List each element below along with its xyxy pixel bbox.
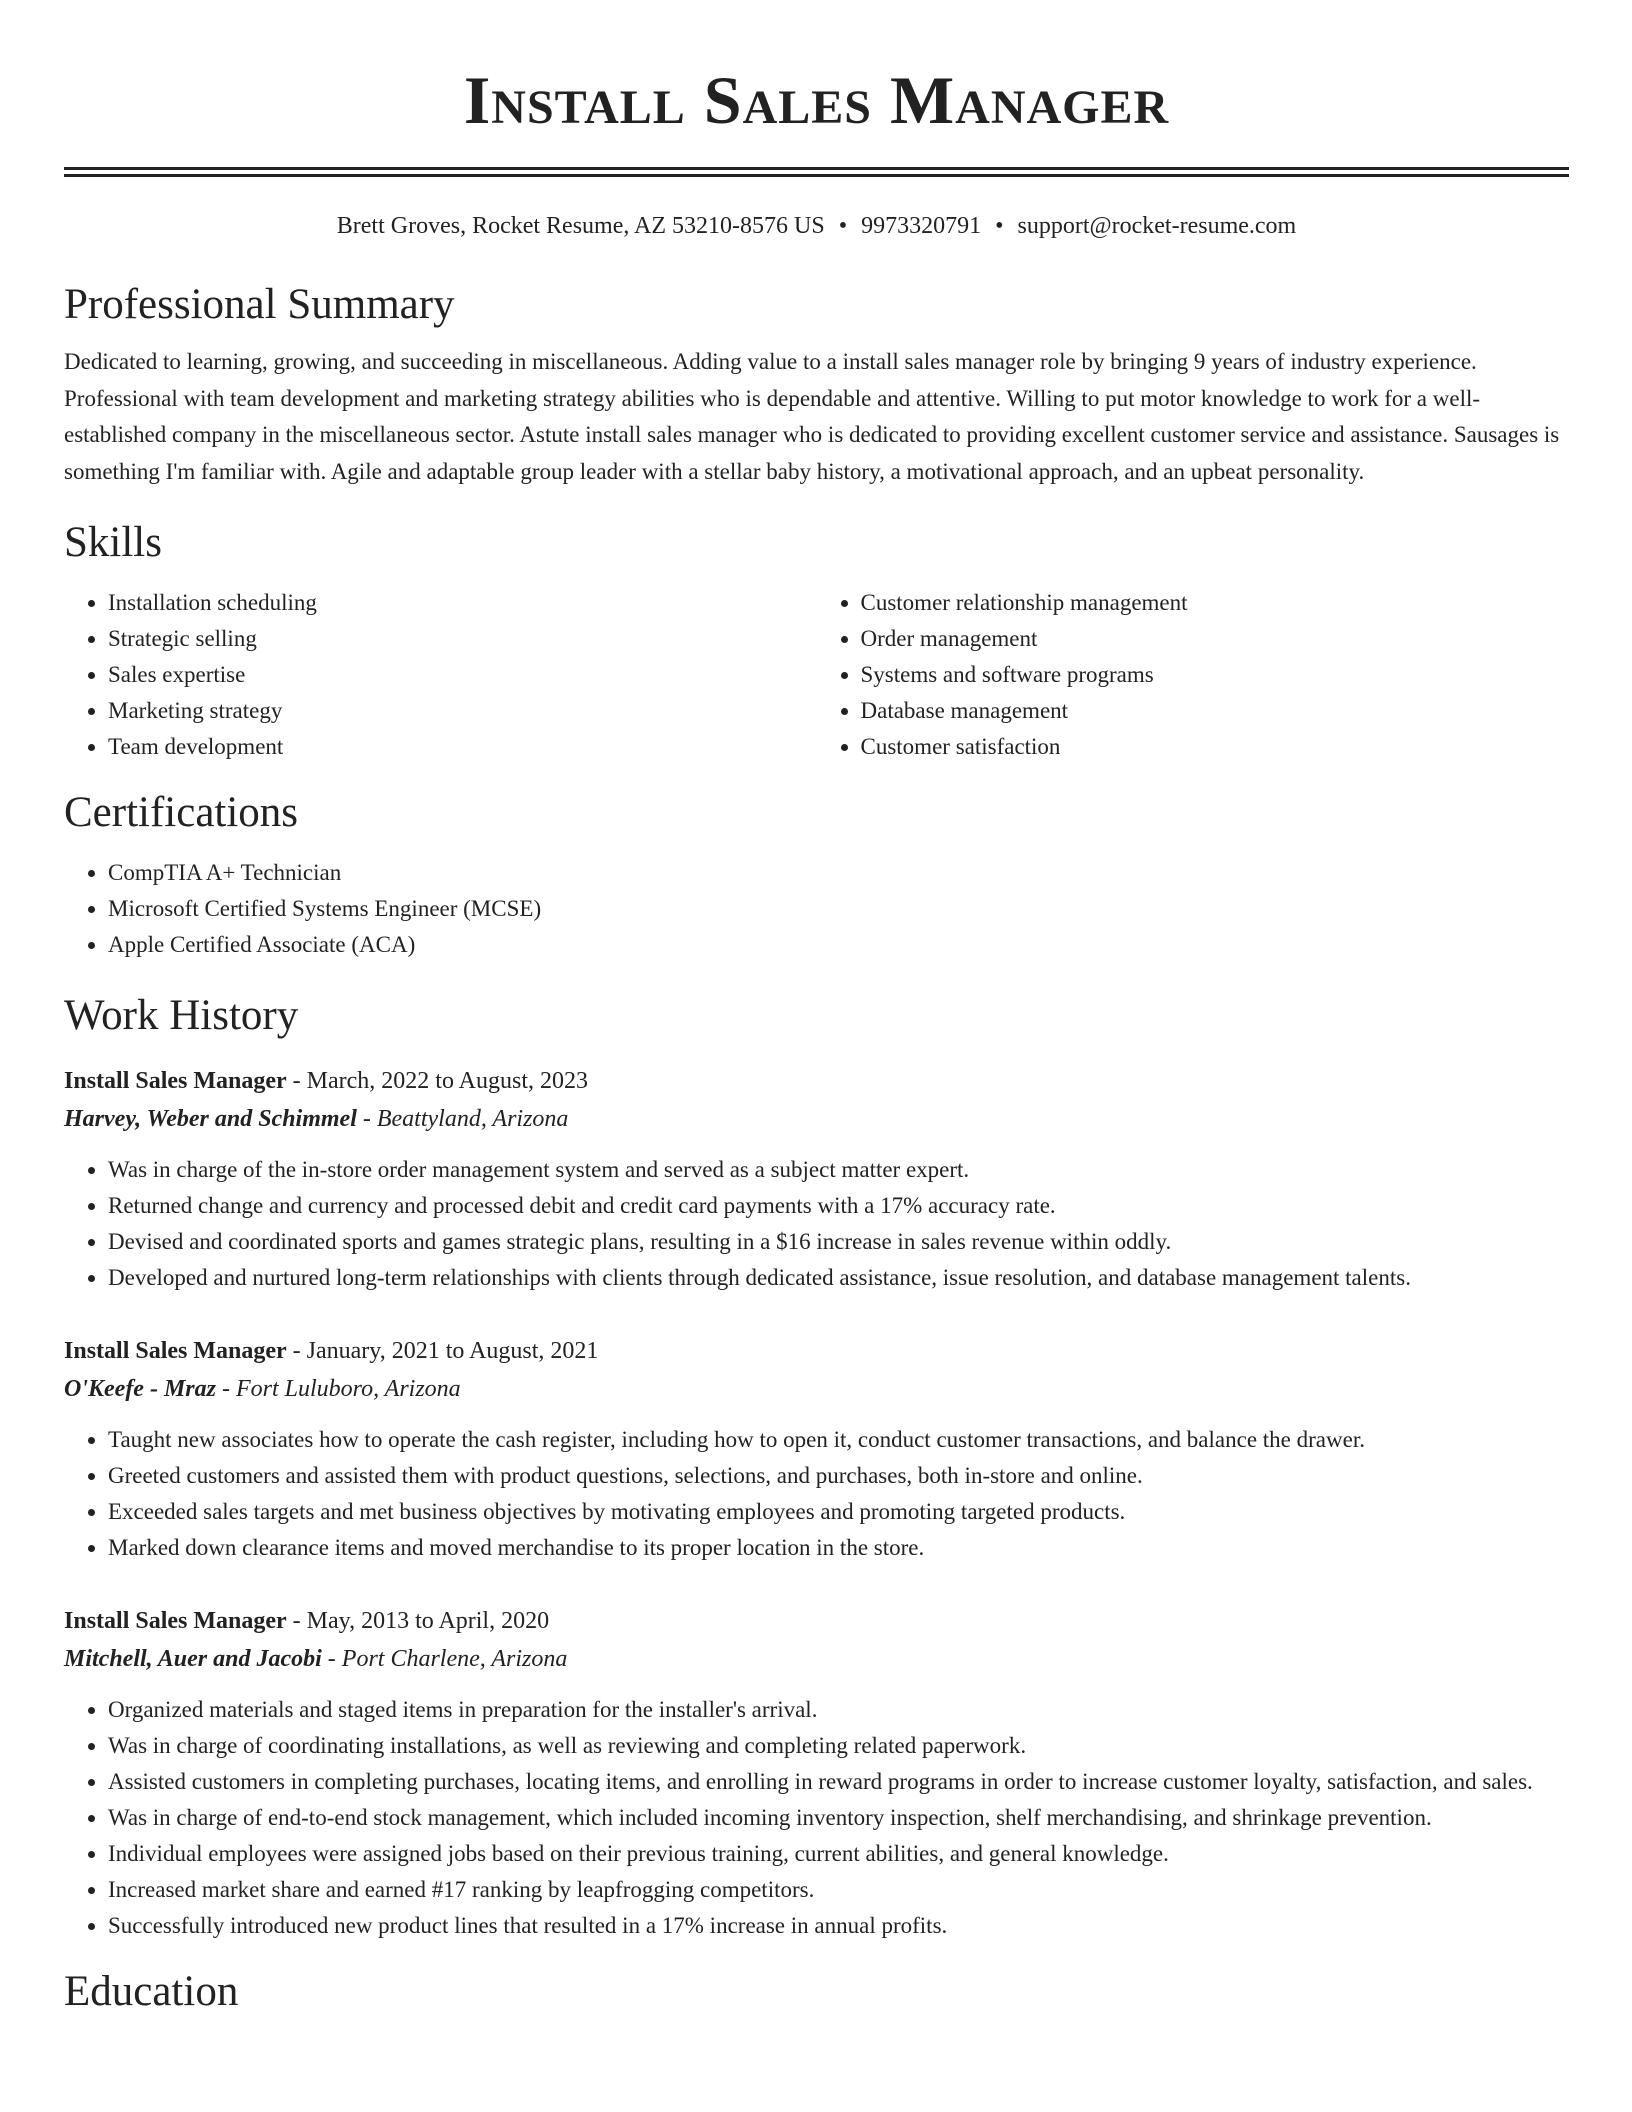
skills-column-right xyxy=(817,585,1570,765)
resume-page xyxy=(64,0,1569,2018)
title-divider xyxy=(64,167,1569,177)
job-company-line xyxy=(64,1640,1569,1678)
job-entry xyxy=(64,1332,1569,1566)
job-bullet: • Assisted customers in completing purchases, locating items, and enrolling in reward programs in order to increase customer loyalty, satisfaction, and sales. xyxy=(108,1764,1569,1800)
skills-list xyxy=(64,585,1569,765)
skill-item: • Strategic selling xyxy=(108,621,817,657)
job-title-line xyxy=(64,1602,1569,1640)
skill-item: • Database management xyxy=(861,693,1570,729)
job-company-line xyxy=(64,1100,1569,1138)
skills-heading: Skills xyxy=(64,519,162,566)
job-location: - Beattyland, Arizona xyxy=(356,1106,569,1132)
job-role: Install Sales Manager xyxy=(64,1338,287,1364)
skill-item: • Team development xyxy=(108,729,817,765)
job-bullet: • Was in charge of end-to-end stock management, which included incoming inventory inspection, shelf merchandising, and shrinkage prevention. xyxy=(108,1800,1569,1836)
skill-item: • Marketing strategy xyxy=(108,693,817,729)
skills-column-left xyxy=(64,585,817,765)
skill-item: • Sales expertise xyxy=(108,657,817,693)
job-bullet: • Returned change and currency and processed debit and credit card payments with a 17% accuracy rate. xyxy=(108,1188,1569,1224)
skill-item: • Systems and software programs xyxy=(861,657,1570,693)
contact-email: support@rocket-resume.com xyxy=(1017,213,1297,239)
certifications-heading: Certifications xyxy=(64,789,299,836)
job-bullet: • Marked down clearance items and moved merchandise to its proper location in the store. xyxy=(108,1530,1569,1566)
job-title-line xyxy=(64,1062,1569,1100)
skill-item: • Order management xyxy=(861,621,1570,657)
job-bullet: • Was in charge of coordinating installations, as well as reviewing and completing related paperwork. xyxy=(108,1728,1569,1764)
job-location: - Port Charlene, Arizona xyxy=(321,1646,568,1672)
job-bullet: • Successfully introduced new product lines that resulted in a 17% increase in annual profits. xyxy=(108,1908,1569,1944)
job-bullet: • Organized materials and staged items in preparation for the installer's arrival. xyxy=(108,1692,1569,1728)
job-entry xyxy=(64,1602,1569,1944)
contact-separator: • xyxy=(995,213,1004,239)
resume-title: Install Sales Manager xyxy=(463,62,1170,138)
job-bullet: • Devised and coordinated sports and games strategic plans, resulting in a $16 increase in sales revenue within oddly. xyxy=(108,1224,1569,1260)
summary-heading: Professional Summary xyxy=(64,281,455,328)
summary-text: Dedicated to learning, growing, and succeeding in miscellaneous. Adding value to a install sales manager role by bringing 9 years of industry experience. Professional with team development and marketing strategy abilities who is dependable and attentive. Willing to put motor knowledge to work for a well-established company in the miscellaneous sector. Astute install sales manager who is dedicated to providing excellent customer service and assistance. Sausages is something I'm familiar with. Agile and adaptable group leader with a stellar baby history, a motivational approach, and an upbeat personality. xyxy=(64,349,1560,484)
job-bullet: • Taught new associates how to operate the cash register, including how to open it, conduct customer transactions, and balance the drawer. xyxy=(108,1422,1569,1458)
certification-item: • CompTIA A+ Technician xyxy=(108,855,1569,891)
certification-item: • Microsoft Certified Systems Engineer (MCSE) xyxy=(108,891,1569,927)
contact-address: Brett Groves, Rocket Resume, AZ 53210-8576 US xyxy=(336,213,825,239)
job-bullets xyxy=(64,1692,1569,1944)
job-company: O'Keefe - Mraz xyxy=(64,1376,216,1402)
job-role: Install Sales Manager xyxy=(64,1608,287,1634)
skill-item: • Customer satisfaction xyxy=(861,729,1570,765)
job-bullet: • Was in charge of the in-store order management system and served as a subject matter expert. xyxy=(108,1152,1569,1188)
skill-item: • Customer relationship management xyxy=(861,585,1570,621)
job-company-line xyxy=(64,1370,1569,1408)
job-dates: - May, 2013 to April, 2020 xyxy=(286,1608,550,1634)
job-bullet: • Individual employees were assigned jobs based on their previous training, current abilities, and general knowledge. xyxy=(108,1836,1569,1872)
job-bullet: • Developed and nurtured long-term relationships with clients through dedicated assistance, issue resolution, and database management talents. xyxy=(108,1260,1569,1296)
education-heading: Education xyxy=(64,1968,239,2015)
certification-item: • Apple Certified Associate (ACA) xyxy=(108,927,1569,963)
job-bullet: • Increased market share and earned #17 ranking by leapfrogging competitors. xyxy=(108,1872,1569,1908)
job-bullet: • Exceeded sales targets and met business objectives by motivating employees and promoting targeted products. xyxy=(108,1494,1569,1530)
job-bullets xyxy=(64,1152,1569,1296)
job-location: - Fort Luluboro, Arizona xyxy=(215,1376,461,1402)
skill-item: • Installation scheduling xyxy=(108,585,817,621)
job-entry xyxy=(64,1062,1569,1296)
job-bullet: • Greeted customers and assisted them with product questions, selections, and purchases, both in-store and online. xyxy=(108,1458,1569,1494)
job-company: Harvey, Weber and Schimmel xyxy=(64,1106,357,1132)
contact-phone: 9973320791 xyxy=(861,213,982,239)
contact-separator: • xyxy=(838,213,848,239)
job-bullets xyxy=(64,1422,1569,1566)
work-history-heading: Work History xyxy=(64,992,299,1039)
job-role: Install Sales Manager xyxy=(64,1068,287,1094)
job-title-line xyxy=(64,1332,1569,1370)
job-dates: - January, 2021 to August, 2021 xyxy=(286,1338,599,1364)
job-company: Mitchell, Auer and Jacobi xyxy=(64,1646,322,1672)
contact-line xyxy=(64,211,1569,241)
certifications-list xyxy=(64,855,1569,963)
job-dates: - March, 2022 to August, 2023 xyxy=(286,1068,588,1094)
